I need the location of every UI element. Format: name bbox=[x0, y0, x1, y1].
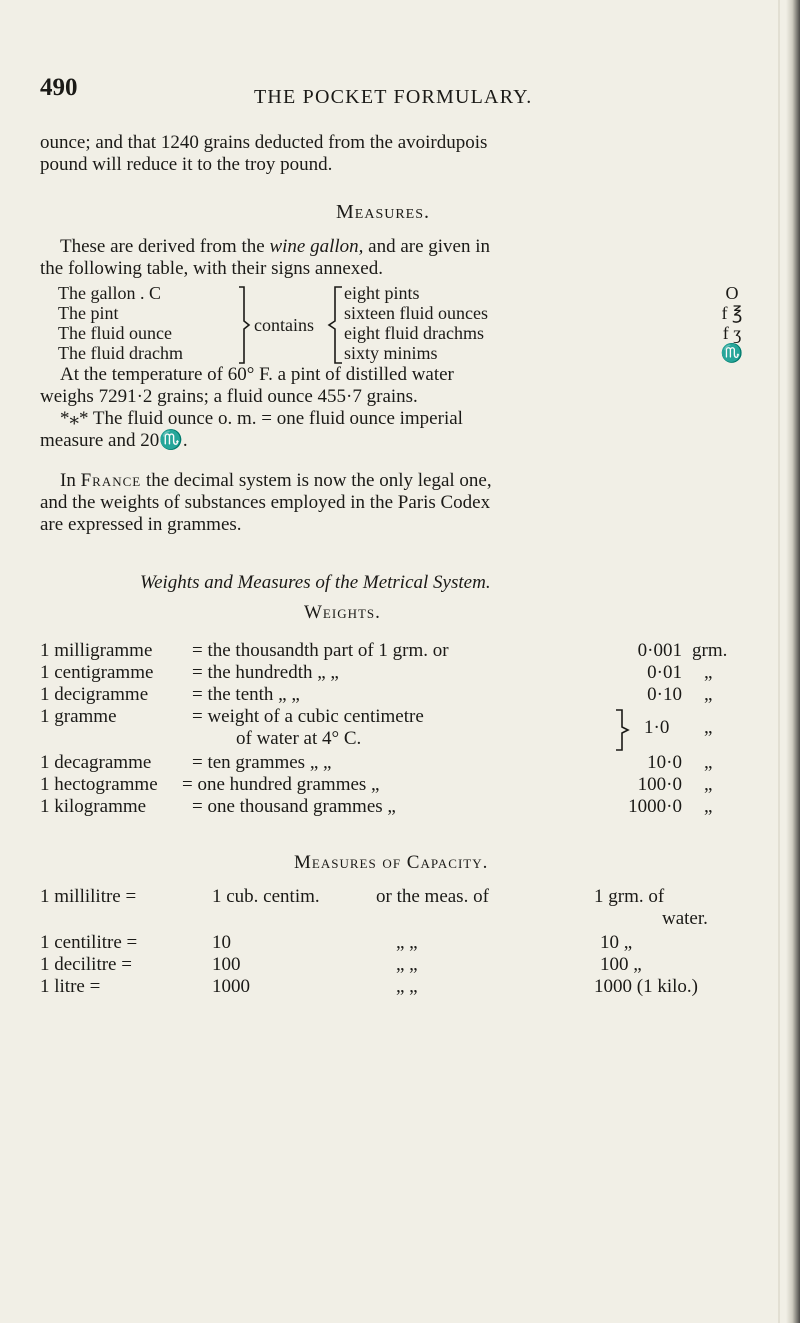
temperature-line-2: weighs 7291·2 grains; a fluid ounce 455·7 grains. bbox=[40, 386, 418, 407]
capacity-mid-0: or the meas. of bbox=[376, 886, 489, 907]
weight-value-2: 0·10 bbox=[647, 684, 682, 705]
weight-unit-4: „ bbox=[704, 752, 713, 773]
weight-value-0: 0·001 bbox=[637, 640, 682, 661]
capacity-amount-0: 1 grm. of bbox=[594, 886, 665, 907]
capacity-value-0: 1 cub. centim. bbox=[212, 886, 320, 907]
weight-name-1: 1 centigramme bbox=[40, 662, 154, 683]
france-line-3: are expressed in grammes. bbox=[40, 514, 242, 535]
measures-para-line-2: the following table, with their signs annexed. bbox=[40, 258, 383, 279]
measures-right-0: eight pints bbox=[344, 283, 420, 303]
weight-value-1: 0·01 bbox=[647, 662, 682, 683]
weight-value-5: 100·0 bbox=[637, 774, 682, 795]
capacity-extra-0: water. bbox=[662, 908, 708, 929]
measures-para-line-1: These are derived from the wine gallon, and are given in bbox=[60, 236, 491, 257]
weight-name-2: 1 decigramme bbox=[40, 684, 149, 705]
measures-right-3: sixty minims bbox=[344, 343, 438, 363]
weight-unit-3: „ bbox=[704, 717, 713, 738]
capacity-value-3: 1000 bbox=[212, 976, 250, 997]
page-edge-line bbox=[778, 0, 780, 1323]
weight-unit-0: grm. bbox=[692, 640, 728, 661]
contains-label: contains bbox=[254, 315, 314, 335]
capacity-mid-2: „ „ bbox=[396, 954, 418, 975]
weight-def-6: = one thousand grammes „ bbox=[192, 796, 396, 817]
measures-right-1: sixteen fluid ounces bbox=[344, 303, 488, 323]
weight-def-4: = ten grammes „ „ bbox=[192, 752, 332, 773]
measures-left-1: The pint bbox=[58, 303, 119, 323]
page-edge bbox=[786, 0, 800, 1323]
note-line-2: measure and 20♏. bbox=[40, 430, 188, 451]
weight-def-2: = the tenth „ „ bbox=[192, 684, 300, 705]
capacity-name-3: 1 litre = bbox=[40, 976, 101, 997]
weight-def-5: = one hundred grammes „ bbox=[182, 774, 380, 795]
measures-left-2: The fluid ounce bbox=[58, 323, 172, 343]
france-line-2: and the weights of substances employed in the Paris Codex bbox=[40, 492, 491, 513]
weight-value-4: 10·0 bbox=[647, 752, 682, 773]
measures-left-3: The fluid drachm bbox=[58, 343, 183, 363]
weight-unit-5: „ bbox=[704, 774, 713, 795]
weight-name-5: 1 hectogramme bbox=[40, 774, 158, 795]
weight-def-3: = weight of a cubic centimetre bbox=[192, 706, 424, 727]
capacity-value-1: 10 bbox=[212, 932, 231, 953]
metric-title: Weights and Measures of the Metrical System. bbox=[140, 572, 491, 593]
weight-name-6: 1 kilogramme bbox=[40, 796, 147, 817]
weight-name-0: 1 milligramme bbox=[40, 640, 153, 661]
capacity-value-2: 100 bbox=[212, 954, 241, 975]
capacity-name-0: 1 millilitre = bbox=[40, 886, 137, 907]
weight-unit-1: „ bbox=[704, 662, 713, 683]
sign-1: f ℥ bbox=[721, 303, 743, 323]
capacity-amount-2: 100 „ bbox=[600, 954, 642, 975]
measures-heading: Measures. bbox=[336, 201, 431, 223]
weight-name-4: 1 decagramme bbox=[40, 752, 152, 773]
temperature-line-1: At the temperature of 60° F. a pint of distilled water bbox=[60, 364, 454, 385]
france-line-1: In France the decimal system is now the only legal one, bbox=[60, 470, 492, 491]
page-number: 490 bbox=[40, 74, 78, 101]
weight-name-3: 1 gramme bbox=[40, 706, 117, 727]
weight-def-1: = the hundredth „ „ bbox=[192, 662, 339, 683]
capacity-amount-3: 1000 (1 kilo.) bbox=[594, 976, 698, 997]
capacity-mid-1: „ „ bbox=[396, 932, 418, 953]
measures-right-2: eight fluid drachms bbox=[344, 323, 484, 343]
weight-unit-6: „ bbox=[704, 796, 713, 817]
weight-def2-3: of water at 4° C. bbox=[236, 728, 362, 749]
intro-line-1: ounce; and that 1240 grains deducted from the avoirdupois bbox=[40, 132, 488, 153]
weight-unit-2: „ bbox=[704, 684, 713, 705]
weights-heading: Weights. bbox=[304, 602, 381, 623]
capacity-amount-1: 10 „ bbox=[600, 932, 633, 953]
note-line-1: *⁎* The fluid ounce o. m. = one fluid ounce imperial bbox=[60, 408, 463, 429]
running-head: THE POCKET FORMULARY. bbox=[254, 86, 533, 108]
capacity-heading: Measures of Capacity. bbox=[294, 852, 489, 873]
sign-3: ♏ bbox=[720, 343, 744, 363]
measures-left-0: The gallon . C bbox=[58, 283, 161, 303]
capacity-name-1: 1 centilitre = bbox=[40, 932, 138, 953]
weight-value-6: 1000·0 bbox=[628, 796, 682, 817]
capacity-name-2: 1 decilitre = bbox=[40, 954, 132, 975]
intro-line-2: pound will reduce it to the troy pound. bbox=[40, 154, 333, 175]
gramme-brace bbox=[612, 708, 642, 752]
capacity-mid-3: „ „ bbox=[396, 976, 418, 997]
sign-0: O bbox=[725, 283, 739, 303]
weight-value-3: 1·0 bbox=[644, 717, 670, 738]
weight-def-0: = the thousandth part of 1 grm. or bbox=[192, 640, 449, 661]
sign-2: f ʒ bbox=[722, 323, 742, 343]
